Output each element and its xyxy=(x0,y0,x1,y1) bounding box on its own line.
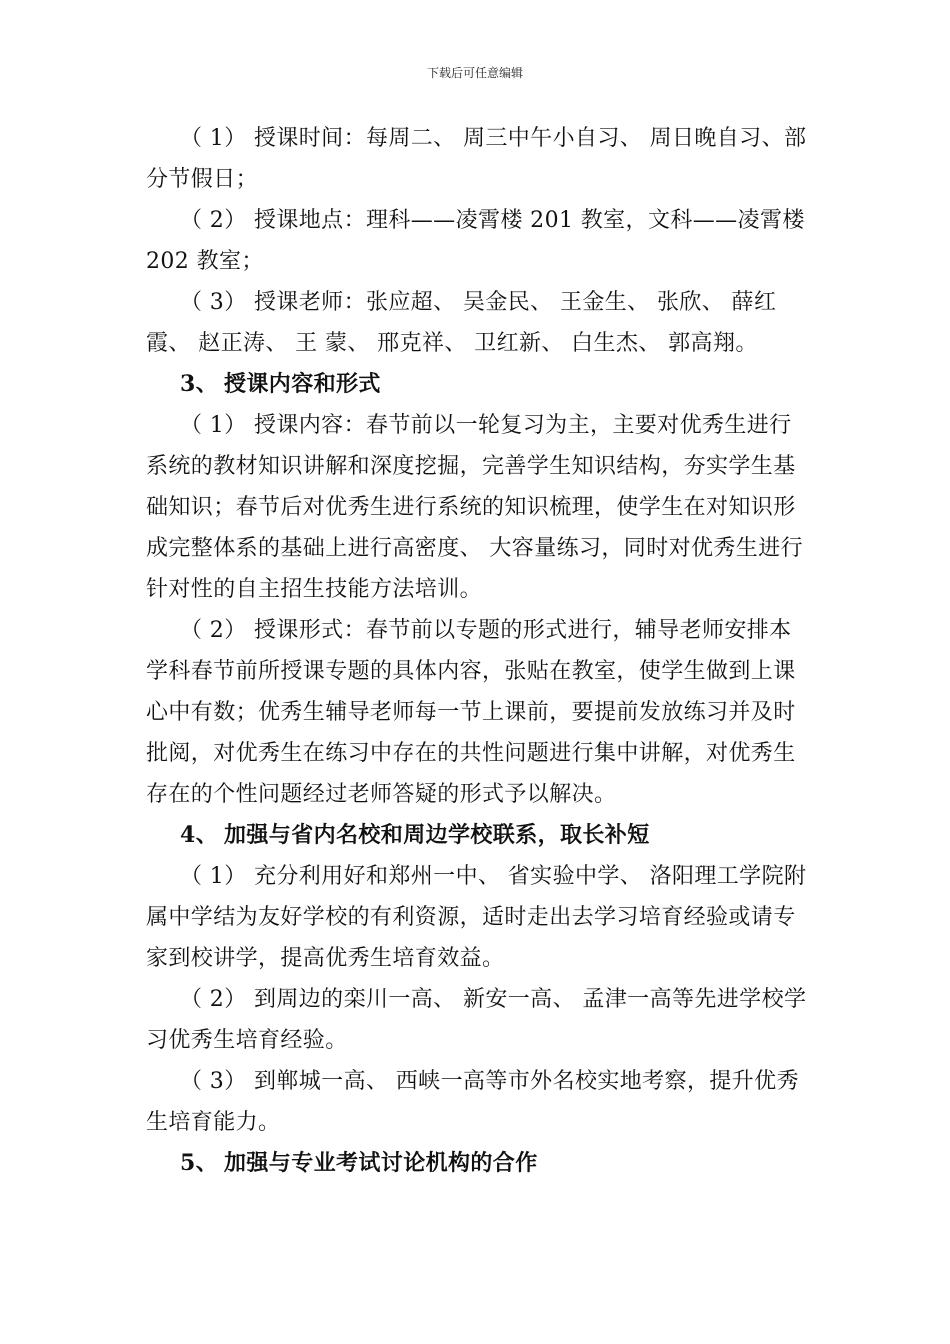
paragraph-class-location: （ 2） 授课地点：理科——凌霄楼 201 教室，文科——凌霄楼 202 教室； xyxy=(146,208,805,274)
paragraph-class-time: （ 1） 授课时间：每周二、 周三中午小自习、 周日晚自习、部分节假日； xyxy=(146,126,807,192)
paragraph-class-content: （ 1） 授课内容：春节前以一轮复习为主，主要对优秀生进行系统的教材知识讲解和深度挖掘，完善学生知识结构，夯实学生基础知识；春节后对优秀生进行系统的知识梳理，使学生在对知识形成完整体系的基础上进行高密度、 大容量练习，同时对优秀生进行针对性的自主招生技能方法培训。 xyxy=(146,413,803,602)
section-number: 5、 xyxy=(180,1150,219,1176)
section-number: 4、 xyxy=(180,822,219,848)
section-heading-4 xyxy=(146,815,808,856)
section-number: 3、 xyxy=(180,371,219,397)
section-title: 加强与省内名校和周边学校联系，取长补短 xyxy=(224,822,650,848)
paragraph-class-form: （ 2） 授课形式：春节前以专题的形式进行，辅导老师安排本学科春节前所授课专题的具体内容，张贴在教室，使学生做到上课心中有数；优秀生辅导老师每一节上课前，要提前发放练习并及时批阅，对优秀生在练习中存在的共性问题进行集中讲解，对优秀生存在的个性问题经过老师答疑的形式予以解决。 xyxy=(146,618,796,807)
paragraph-field-visit: （ 3） 到郸城一高、 西峡一高等市外名校实地考察，提升优秀生培育能力。 xyxy=(146,1069,799,1135)
document-body xyxy=(146,118,808,1184)
paragraph-class-teachers: （ 3） 授课老师：张应超、 吴金民、 王金生、 张欣、 薛红霞、 赵正涛、 王 蒙、 邢克祥、 卫红新、 白生杰、 郭高翔。 xyxy=(146,290,777,356)
section-heading-5 xyxy=(146,1143,808,1184)
paragraph-partner-schools: （ 1） 充分利用好和郑州一中、 省实验中学、 洛阳理工学院附属中学结为友好学校的有利资源，适时走出去学习培育经验或请专家到校讲学，提高优秀生培育效益。 xyxy=(146,864,807,971)
paragraph-nearby-schools: （ 2） 到周边的栾川一高、 新安一高、 孟津一高等先进学校学习优秀生培育经验。 xyxy=(146,987,807,1053)
section-title: 加强与专业考试讨论机构的合作 xyxy=(224,1150,538,1176)
page-header-note: 下载后可任意编辑 xyxy=(426,66,523,80)
section-heading-3 xyxy=(146,364,808,405)
section-title: 授课内容和形式 xyxy=(224,371,381,397)
